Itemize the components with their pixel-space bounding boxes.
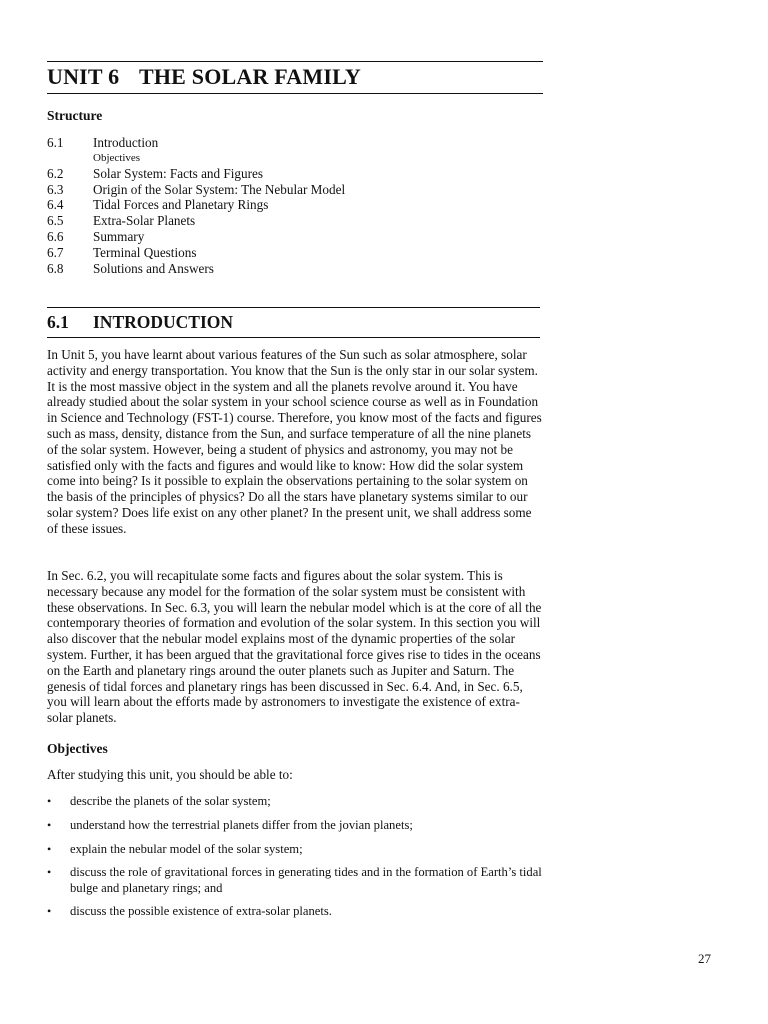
list-item [47, 904, 542, 919]
toc-item-label: Summary [93, 228, 145, 244]
toc-item-label: Solutions and Answers [93, 260, 214, 276]
toc-item-label: Introduction [93, 135, 159, 150]
objectives-intro: After studying this unit, you should be able to: [47, 767, 293, 782]
list-item [47, 818, 542, 833]
bullet-icon: • [47, 904, 52, 919]
section-number: 6.1 [47, 312, 69, 332]
toc-item-number: 6.2 [47, 165, 64, 181]
toc-item-number: 6.5 [47, 213, 64, 229]
bullet-icon: • [47, 865, 52, 880]
top-rule [47, 61, 543, 62]
toc-item [47, 229, 345, 245]
bullet-icon: • [47, 841, 52, 856]
toc-item [47, 182, 345, 198]
bullet-icon: • [47, 817, 52, 832]
list-item [47, 842, 542, 857]
toc-item-label: Solar System: Facts and Figures [93, 165, 263, 181]
toc-item-number: 6.1 [47, 135, 64, 150]
toc-item [47, 135, 345, 151]
toc-item-number: 6.3 [47, 181, 64, 197]
unit-title-text: THE SOLAR FAMILY [139, 64, 362, 89]
toc-item [47, 261, 345, 277]
section-title-underline [47, 337, 540, 338]
toc-item-number: 6.7 [47, 244, 64, 260]
list-item [47, 865, 542, 895]
intro-paragraph-1: In Unit 5, you have learnt about various features of the Sun such as solar atmosphere, solar activity and energy transportation. You know that the Sun is the only star in our solar system. It is the most massive object in the system and all the planets revolve around it. You have already studied about the solar system in your school science course as well as in Foundation in Science and Technology (FST-1) course. Therefore, you know most of the facts and figures such as mass, density, distance from the Sun, and surface temperature of all the nine planets of the solar system. However, being a student of physics and astronomy, you may not be satisfied only with the facts and figures and would like to know: How did the solar system come into being? Is it possible to explain the observations pertaining to the solar system on the basis of the principles of physics? Do all the stars have planetary systems similar to our solar system? Does life exist on any other planet? In the present unit, we shall address some of these issues. [47, 347, 542, 536]
objective-text: discuss the possible existence of extra-solar planets. [70, 904, 332, 919]
objective-text: describe the planets of the solar system; [70, 794, 271, 808]
toc-item-label: Origin of the Solar System: The Nebular Model [93, 181, 346, 197]
objectives-list [47, 794, 542, 928]
toc-item [47, 166, 345, 182]
toc-item-number: 6.6 [47, 228, 64, 244]
objectives-heading: Objectives [47, 741, 108, 756]
toc-item [47, 197, 345, 213]
objective-text: discuss the role of gravitational forces in generating tides and in the formation of Earth’s tidal bulge and planetary rings; and [70, 865, 542, 895]
toc-item-number: 6.4 [47, 197, 64, 213]
toc-item-label: Tidal Forces and Planetary Rings [93, 197, 269, 213]
list-item [47, 794, 542, 809]
section-top-rule [47, 307, 540, 308]
toc-item-number: 6.8 [47, 260, 64, 276]
toc-subitem: Objectives [93, 151, 141, 164]
objective-text: explain the nebular model of the solar system; [70, 841, 303, 856]
objective-text: understand how the terrestrial planets differ from the jovian planets; [70, 817, 413, 832]
structure-list [47, 135, 345, 276]
section-title-text: INTRODUCTION [93, 312, 234, 332]
bullet-icon: • [47, 794, 52, 808]
page-number: 27 [698, 951, 711, 966]
unit-title-underline [47, 93, 543, 94]
toc-item [47, 245, 345, 261]
toc-item-label: Terminal Questions [93, 244, 197, 260]
section-title [47, 312, 233, 333]
unit-number: UNIT 6 [47, 64, 120, 89]
unit-title [47, 64, 361, 90]
structure-heading: Structure [47, 108, 103, 123]
toc-item-label: Extra-Solar Planets [93, 213, 196, 229]
intro-paragraph-2: In Sec. 6.2, you will recapitulate some facts and figures about the solar system. This is necessary because any model for the formation of the solar system must be consistent with these observations. In Sec. 6.3, you will learn the nebular model which is at the core of all the contemporary theories of formation and evolution of the solar system. In this section you will also discover that the nebular model explains most of the dynamic properties of the solar system. Further, it has been argued that the gravitational force gives rise to tides in the oceans on the Earth and planetary rings around the outer planets such as Jupiter and Saturn. The genesis of tidal forces and planetary rings has been discussed in Sec. 6.4. And, in Sec. 6.5, you will learn about the efforts made by astronomers to investigate the existence of extra-solar planets. [47, 568, 542, 726]
toc-item [47, 213, 345, 229]
